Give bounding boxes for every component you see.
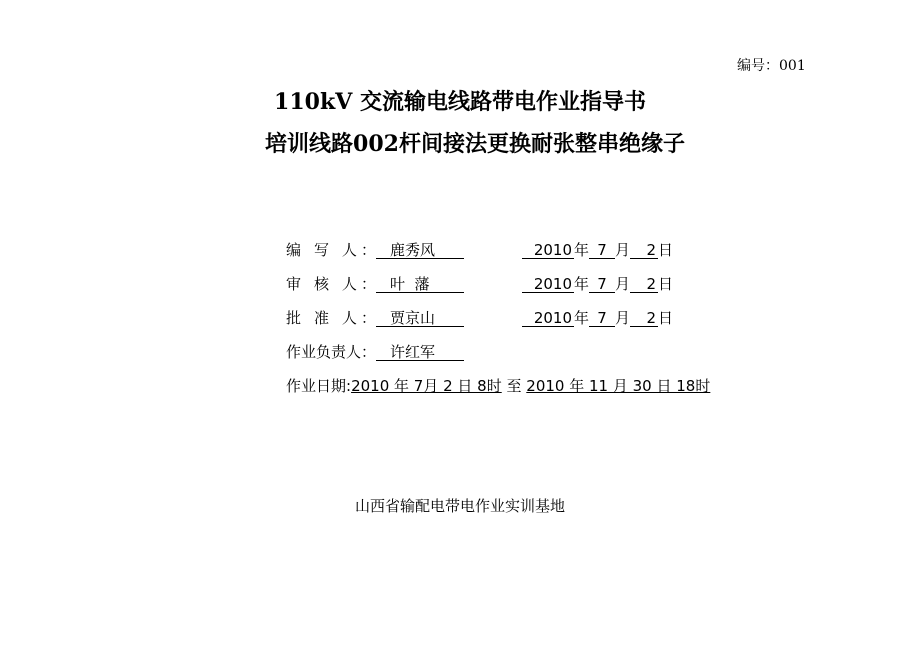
- document-subtitle: 培训线路002杆间接法更换耐张整串绝缘子: [265, 131, 685, 157]
- reviewer-month: 7: [589, 276, 615, 293]
- year-unit: 年: [574, 275, 590, 293]
- approver-name: 贾京山: [376, 310, 464, 327]
- writer-day: 2: [630, 242, 658, 259]
- writer-label: 编 写 人：: [286, 241, 376, 259]
- organization-footer: 山西省输配电带电作业实训基地: [354, 497, 565, 515]
- day-unit: 日: [658, 241, 674, 259]
- writer-date: [522, 239, 673, 260]
- work-date-start: 2010 年 7月 2 日 8时: [351, 377, 502, 395]
- leader-name: 许红军: [376, 344, 464, 361]
- month-unit: 月: [615, 275, 631, 293]
- leader-row: [286, 341, 464, 362]
- reviewer-label: 审 核 人：: [286, 275, 376, 293]
- reviewer-row: [286, 273, 674, 294]
- writer-month: 7: [589, 242, 615, 259]
- writer-year: 2010: [522, 242, 574, 259]
- approver-month: 7: [589, 310, 615, 327]
- day-unit: 日: [658, 309, 674, 327]
- leader-label: 作业负责人：: [286, 343, 377, 361]
- writer-name: 鹿秀风: [376, 242, 464, 259]
- document-number: 编号：001: [737, 58, 806, 74]
- reviewer-day: 2: [630, 276, 658, 293]
- writer-row: [286, 239, 674, 260]
- work-date-label: 作业日期:: [286, 377, 352, 395]
- day-unit: 日: [658, 275, 674, 293]
- approver-row: [286, 307, 674, 328]
- approver-day: 2: [630, 310, 658, 327]
- approver-label: 批 准 人：: [286, 309, 376, 327]
- work-date-to: 至: [506, 377, 522, 395]
- document-title: 110kV 交流输电线路带电作业指导书: [274, 89, 646, 115]
- work-date-end: 2010 年 11 月 30 日 18时: [526, 377, 711, 395]
- month-unit: 月: [615, 309, 631, 327]
- year-unit: 年: [574, 241, 590, 259]
- approver-date: [522, 307, 673, 328]
- approver-year: 2010: [522, 310, 574, 327]
- work-date-row: [286, 375, 710, 396]
- reviewer-name: 叶 藩: [376, 276, 464, 293]
- reviewer-year: 2010: [522, 276, 574, 293]
- month-unit: 月: [615, 241, 631, 259]
- year-unit: 年: [574, 309, 590, 327]
- reviewer-date: [522, 273, 673, 294]
